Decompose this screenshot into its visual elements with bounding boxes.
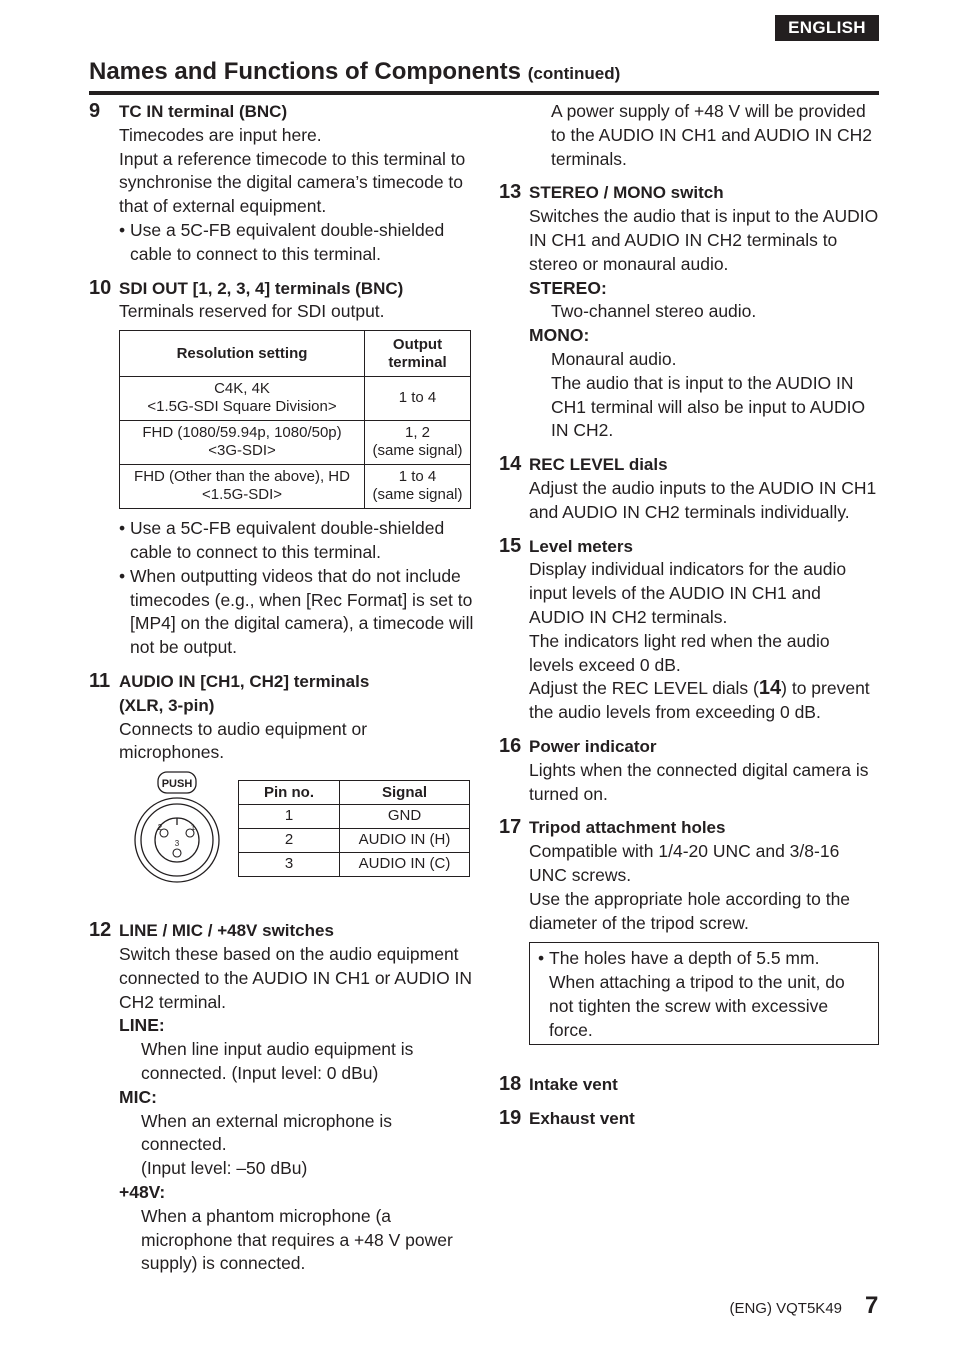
option-text: When line input audio equipment is connected. (Input level: 0 dBu)	[141, 1039, 414, 1083]
item-12-continued	[499, 100, 879, 171]
option-label: +48V:	[119, 1181, 166, 1202]
option-text: (Input level: –50 dBu)	[141, 1158, 308, 1179]
pin-3-label: 3	[174, 839, 180, 849]
item-text: Adjust the REC LEVEL dials (14) to prevent the audio levels from exceeding 0 dB.	[529, 677, 870, 723]
item-13	[499, 181, 879, 443]
page-title-text: Names and Functions of Components	[89, 58, 522, 85]
option-text: When an external microphone is connected.	[141, 1110, 392, 1155]
option-label: LINE:	[119, 1015, 165, 1036]
push-label: PUSH	[161, 778, 193, 791]
table-cell: 1 to 4	[365, 377, 471, 421]
table-row	[120, 465, 471, 509]
table-header: Output terminal	[365, 331, 471, 377]
table-cell: 1 to 4 (same signal)	[365, 465, 471, 509]
item-heading: Exhaust vent	[529, 1109, 635, 1129]
item-number: 11	[89, 669, 111, 692]
item-heading: (XLR, 3-pin)	[119, 695, 215, 715]
item-17	[499, 816, 879, 1045]
item-number: 10	[89, 276, 112, 299]
item-text: Adjust the audio inputs to the AUDIO IN CH1 and AUDIO IN CH2 terminals individually.	[529, 477, 877, 522]
item-number: 14	[499, 453, 522, 476]
table-cell: C4K, 4K <1.5G-SDI Square Division>	[120, 377, 365, 421]
bullet-note: • Use a 5C-FB equivalent double-shielded cable to connect to this terminal.	[119, 219, 474, 267]
table-cell: GND	[340, 805, 470, 829]
table-row	[120, 421, 471, 465]
option-label: MIC:	[119, 1086, 157, 1107]
pin-1-label: 1	[190, 823, 196, 833]
left-column	[89, 100, 474, 1276]
page-title	[89, 58, 620, 86]
document-code: (ENG) VQT5K49	[729, 1300, 842, 1317]
item-number: 15	[499, 534, 522, 557]
item-number: 16	[499, 734, 522, 757]
language-badge: ENGLISH	[775, 15, 879, 41]
item-18	[499, 1073, 879, 1097]
sdi-resolution-table	[119, 330, 471, 509]
option-text: Monaural audio.	[551, 348, 677, 369]
item-12	[89, 919, 474, 1276]
item-heading: SDI OUT [1, 2, 3, 4] terminals (BNC)	[119, 278, 404, 298]
option-text: When a phantom microphone (a microphone that requires a +48 V power supply) is connected.	[141, 1205, 453, 1274]
item-9	[89, 100, 474, 267]
table-row	[239, 829, 470, 853]
table-header: Resolution setting	[120, 331, 365, 377]
table-cell: 2	[239, 829, 340, 853]
item-heading: Tripod attachment holes	[529, 818, 726, 838]
item-number: 19	[499, 1107, 522, 1130]
table-cell: AUDIO IN (C)	[340, 853, 470, 877]
item-heading: TC IN terminal (BNC)	[119, 102, 288, 121]
table-header: Pin no.	[239, 781, 340, 805]
table-row	[120, 377, 471, 421]
pin-signal-table	[238, 780, 470, 877]
item-19	[499, 1107, 879, 1131]
item-text: Input a reference timecode to this terminal to synchronise the digital camera’s timecode to that of external equipment.	[119, 148, 466, 217]
item-heading: AUDIO IN [CH1, CH2] terminals	[119, 671, 370, 691]
option-text: A power supply of +48 V will be provided to the AUDIO IN CH1 and AUDIO IN CH2 terminals.	[551, 101, 872, 169]
item-11	[89, 670, 474, 897]
item-text: The indicators light red when the audio levels exceed 0 dB.	[529, 630, 830, 675]
item-text: Switch these based on the audio equipment connected to the AUDIO IN CH1 or AUDIO IN CH2 terminal.	[119, 943, 473, 1012]
bullet-note: • The holes have a depth of 5.5 mm. When attaching a tripod to the unit, do not tighten the screw with excessive force.	[538, 947, 862, 1042]
table-header: Signal	[340, 781, 470, 805]
item-text: Display individual indicators for the audio input levels of the AUDIO IN CH1 and AUDIO IN CH2 terminals.	[529, 559, 847, 627]
item-heading: Power indicator	[529, 736, 657, 756]
item-number: 13	[499, 181, 522, 204]
table-row	[239, 853, 470, 877]
bullet-note: • When outputting videos that do not include timecodes (e.g., when [Rec Format] is set to [MP4] on the digital camera), a timecode will not be output.	[119, 565, 474, 660]
pin-assignment	[119, 769, 474, 897]
item-reference: 14	[758, 677, 782, 700]
item-text: Timecodes are input here.	[119, 124, 322, 145]
table-cell: 1, 2 (same signal)	[365, 421, 471, 465]
title-rule	[89, 91, 879, 95]
right-column	[499, 100, 879, 1131]
item-text: Use the appropriate hole according to the diameter of the tripod screw.	[529, 888, 851, 933]
table-cell: 3	[239, 853, 340, 877]
option-label: MONO:	[529, 325, 590, 346]
table-row	[239, 805, 470, 829]
item-number: 9	[89, 100, 101, 122]
item-number: 18	[499, 1073, 522, 1096]
item-heading: STEREO / MONO switch	[529, 183, 724, 203]
page-title-suffix: (continued)	[527, 64, 621, 83]
item-heading: Level meters	[529, 536, 633, 556]
table-cell: AUDIO IN (H)	[340, 829, 470, 853]
item-heading: REC LEVEL dials	[529, 455, 668, 475]
item-text: Terminals reserved for SDI output.	[119, 301, 385, 322]
page-number: 7	[865, 1292, 879, 1319]
item-text: Switches the audio that is input to the AUDIO IN CH1 and AUDIO IN CH2 terminals to stereo or monaural audio.	[529, 206, 879, 274]
item-10	[89, 277, 474, 660]
item-text: Lights when the connected digital camera is turned on.	[529, 759, 869, 804]
xlr-connector-icon	[134, 769, 224, 885]
item-16	[499, 735, 879, 806]
pin-2-label: 2	[157, 823, 163, 833]
item-heading: LINE / MIC / +48V switches	[119, 921, 334, 941]
item-text: Compatible with 1/4-20 UNC and 3/8-16 UNC screws.	[529, 841, 840, 885]
bullet-note: • Use a 5C-FB equivalent double-shielded cable to connect to this terminal.	[119, 517, 474, 565]
item-15	[499, 535, 879, 725]
table-cell: FHD (1080/59.94p, 1080/50p) <3G-SDI>	[120, 421, 365, 465]
item-text: Connects to audio equipment or microphones.	[119, 718, 368, 763]
table-cell: FHD (Other than the above), HD <1.5G-SDI>	[120, 465, 365, 509]
item-14	[499, 453, 879, 524]
item-number: 17	[499, 816, 522, 839]
option-text: Two-channel stereo audio.	[551, 301, 757, 322]
table-cell: 1	[239, 805, 340, 829]
option-text: The audio that is input to the AUDIO IN CH1 terminal will also be input to AUDIO IN CH2.	[551, 372, 866, 441]
option-label: STEREO:	[529, 277, 607, 298]
note-box	[529, 942, 879, 1045]
item-number: 12	[89, 919, 112, 942]
item-heading: Intake vent	[529, 1075, 618, 1095]
